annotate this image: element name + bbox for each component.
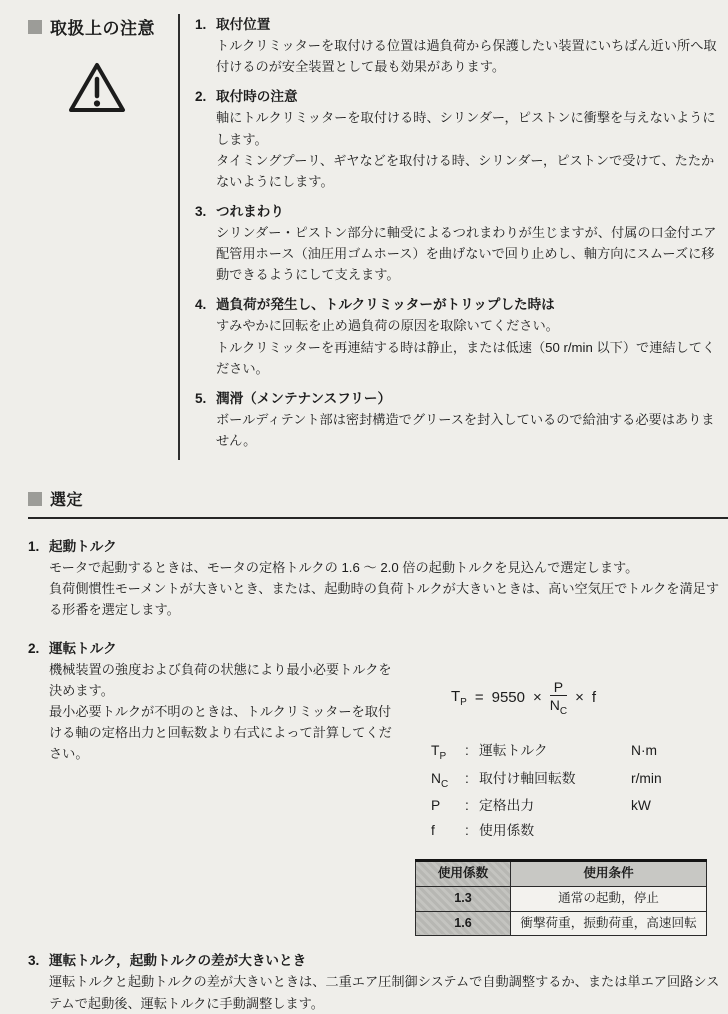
item-number: 4. (195, 297, 207, 313)
formula-symbol: $T_P$ (451, 687, 467, 708)
variable-name: 運転トルク (479, 742, 548, 758)
paragraph: トルクリミッターを再連結する時は静止，または低速（50 r/min 以下）で連結してください。 (216, 339, 716, 376)
section-divider (28, 517, 728, 519)
variable-row: $N_C$ : 取付け軸回転数 r/min (431, 767, 720, 790)
variable-symbol: P (431, 798, 441, 814)
variable-legend (431, 739, 720, 840)
handling-item (195, 14, 724, 77)
table-cell-condition: 通常の起動，停止 (511, 887, 707, 912)
formula-fraction: $\frac{P}{N_C}$ (549, 678, 568, 717)
variable-row: f : 使用係数 (431, 819, 720, 839)
table-cell-factor: 1.3 (416, 887, 511, 912)
item-number: 2. (195, 89, 207, 105)
variable-symbol: $N_C$ (431, 770, 449, 790)
table-row (416, 911, 707, 936)
formula-times: × (532, 689, 542, 707)
item-title: 運転トルク (49, 640, 117, 656)
torque-formula (431, 679, 720, 717)
selection-item-torque-difference (28, 950, 720, 1013)
table-header-cell: 使用係数 (416, 861, 511, 887)
item-title: 起動トルク (49, 539, 117, 555)
item-title: 過負荷が発生し、トルクリミッターがトリップした時は (216, 297, 555, 313)
handling-header-column (28, 14, 166, 460)
formula-times: × (575, 689, 584, 707)
paragraph: タイミングプーリ、ギヤなどを取付ける時、シリンダー，ピストンで受けて、たたかないようにします。 (216, 152, 715, 189)
section-bullet-icon (28, 492, 42, 506)
variable-name: 定格出力 (479, 798, 535, 814)
paragraph: ボールディテント部は密封構造でグリースを封入しているので給油する必要はありません。 (216, 411, 715, 448)
paragraph: 最小必要トルクが不明のときは、トルクリミッターを取付ける軸の定格出力と回転数より右式によって計算してください。 (49, 703, 392, 762)
handling-items (178, 14, 724, 460)
item-title: 潤滑（メンテナンスフリー） (216, 390, 392, 406)
table-cell-factor: 1.6 (416, 911, 511, 936)
section-bullet-icon (28, 20, 42, 34)
item-title: 取付位置 (216, 17, 271, 32)
paragraph: すみやかに回転を止め過負荷の原因を取除いてください。 (216, 318, 559, 334)
selection-item-starting-torque (28, 536, 720, 620)
formula-coefficient: 9550 (491, 689, 525, 707)
variable-symbol: f (431, 823, 435, 839)
paragraph: 運転トルクと起動トルクの差が大きいときは、二重エア圧制御システムで自動調整するか、または単エア回路システムで起動後、運転トルクに手動調整します。 (49, 974, 720, 1011)
variable-row: P : 定格出力 kW (431, 794, 720, 814)
variable-name: 使用係数 (479, 823, 535, 839)
handling-item (195, 294, 724, 378)
variable-symbol: $T_P$ (431, 742, 447, 762)
paragraph: 軸にトルクリミッターを取付ける時、シリンダー，ピストンに衝撃を与えないようにします。 (216, 110, 716, 147)
table-header-cell: 使用条件 (511, 861, 707, 887)
handling-section-title: 取扱上の注意 (50, 19, 155, 38)
item-number: 5. (195, 390, 207, 406)
item-title: 運転トルク，起動トルクの差が大きいとき (49, 953, 307, 969)
handling-section (0, 0, 728, 460)
service-factor-table (415, 859, 707, 936)
paragraph: トルクリミッターを取付ける位置は過負荷から保護したい装置にいちばん近い所へ取付けるのが安全装置として最も効果があります。 (216, 38, 717, 75)
selection-section-heading (28, 487, 728, 510)
paragraph: 機械装置の強度および負荷の状態により最小必要トルクを決めます。 (49, 661, 392, 698)
paragraph: モータで起動するときは、モータの定格トルクの 1.6 ～ 2.0 倍の起動トルクを見込んで選定します。 (49, 560, 639, 576)
formula-equals: = (474, 689, 484, 707)
item-number: 3. (195, 203, 207, 219)
warning-icon (28, 59, 166, 122)
handling-item (195, 388, 724, 451)
table-cell-condition: 衝撃荷重，振動荷重，高速回転 (511, 911, 707, 936)
selection-item-operating-torque (28, 638, 720, 937)
table-row (416, 887, 707, 912)
item-number: 1. (28, 539, 40, 555)
handling-item (195, 201, 724, 285)
formula-factor: f (591, 689, 597, 707)
variable-row: $T_P$ : 運転トルク N·m (431, 739, 720, 762)
item-title: つれまわり (216, 203, 284, 219)
item-number: 3. (28, 953, 40, 969)
paragraph: 負荷側慣性モーメントが大きいとき、または、起動時の負荷トルクが大きいときは、高い空気圧でトルクを満足する形番を選定します。 (49, 581, 720, 618)
variable-unit: N·m (631, 742, 658, 758)
selection-section-title: 選定 (50, 492, 84, 510)
paragraph: シリンダー・ピストン部分に軸受によるつれまわりが生じますが、付属の口金付エア配管用ホース（油圧用ゴムホース）を曲げないで回り止めし、軸方向にスムーズに移動できるようにして支えます。 (216, 224, 717, 283)
variable-unit: kW (631, 798, 651, 814)
handling-section-heading (28, 14, 166, 39)
item-title: 取付時の注意 (216, 89, 298, 105)
handling-item (195, 86, 724, 192)
variable-unit: r/min (631, 770, 662, 786)
item-number: 2. (28, 640, 40, 656)
torque-calculation-block (401, 659, 720, 937)
variable-name: 取付け軸回転数 (479, 770, 576, 786)
item-number: 1. (195, 17, 207, 32)
